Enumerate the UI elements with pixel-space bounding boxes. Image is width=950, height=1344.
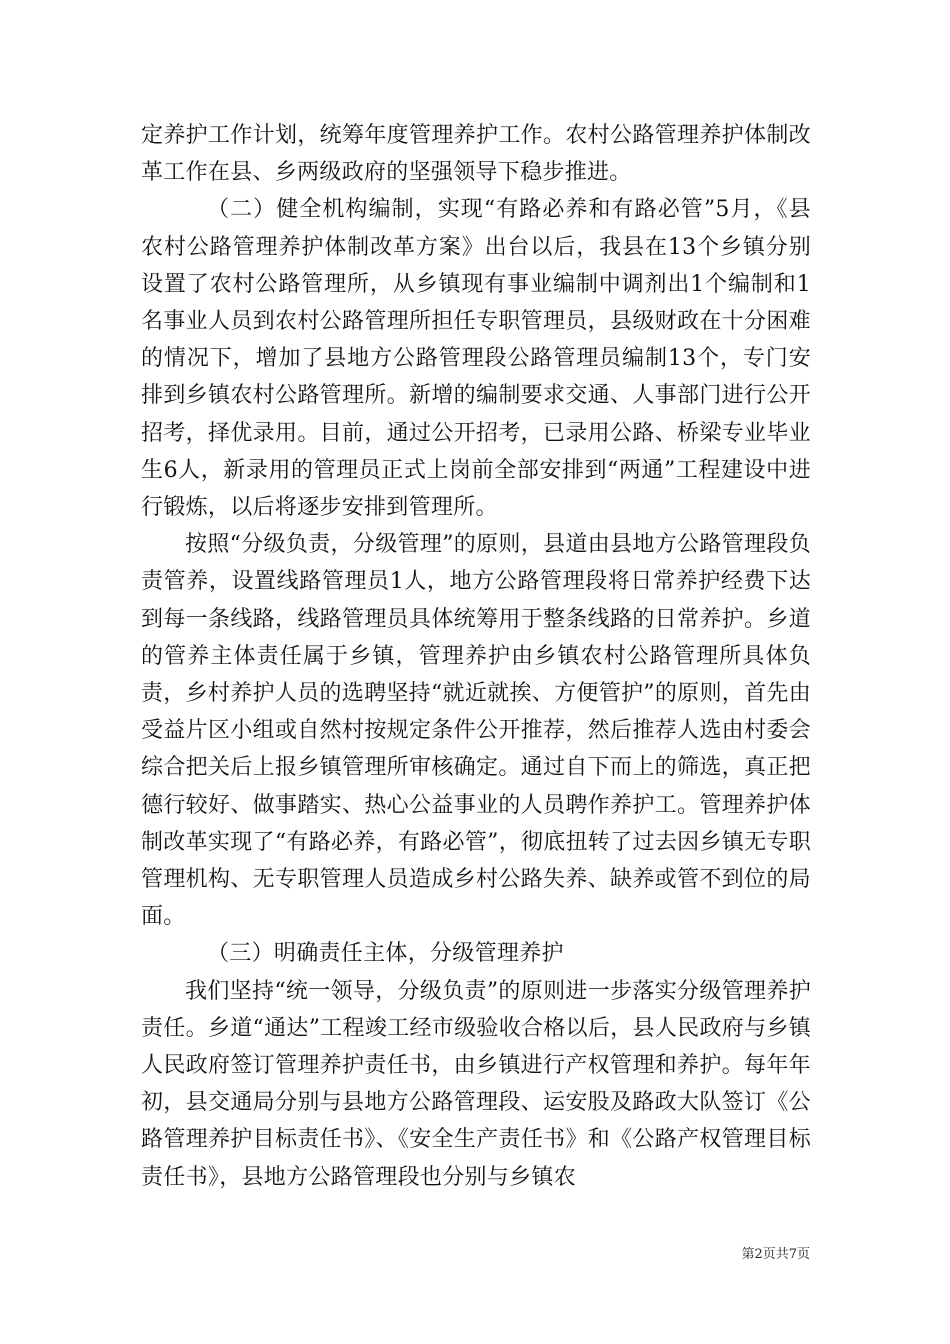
document-body	[141, 117, 811, 1196]
paragraph-grading-management: 按照“分级负责，分级管理”的原则，县道由县地方公路管理段负责管养，设置线路管理员1人，地方公路管理段将日常养护经费下达到每一条线路，线路管理员具体统筹用于整条线路的日常养护。乡道的管养主体责任属于乡镇，管理养护由乡镇农村公路管理所具体负责，乡村养护人员的选聘坚持“就近就挨、方便管护”的原则，首先由受益片区小组或自然村按规定条件公开推荐，然后推荐人选由村委会综合把关后上报乡镇管理所审核确定。通过自下而上的筛选，真正把德行较好、做事踏实、热心公益事业的人员聘作养护工。管理养护体制改革实现了“有路必养，有路必管”，彻底扭转了过去因乡镇无专职管理机构、无专职管理人员造成乡村公路失养、缺养或管不到位的局面。	[141, 532, 811, 930]
section-heading-3: （三）明确责任主体，分级管理养护	[207, 941, 564, 967]
paragraph-continuation: 定养护工作计划，统筹年度管理养护工作。农村公路管理养护体制改革工作在县、乡两级政府的坚强领导下稳步推进。	[141, 123, 811, 186]
page-number: 第2页共7页	[741, 1247, 810, 1262]
paragraph-responsibility: 我们坚持“统一领导，分级负责”的原则进一步落实分级管理养护责任。乡道“通达”工程竣工经市级验收合格以后，县人民政府与乡镇人民政府签订管理养护责任书，由乡镇进行产权管理和养护。每年年初，县交通局分别与县地方公路管理段、运安股及路政大队签订《公路管理养护目标责任书》、《安全生产责任书》和《公路产权管理目标责任书》，县地方公路管理段也分别与乡镇农	[141, 978, 811, 1190]
section-heading-2: （二）健全机构编制，实现“有路必养和有路必管”5月，《县农村公路管理养护体制改革方案》出台以后，我县在13个乡镇分别设置了农村公路管理所，从乡镇现有事业编制中调剂出1个编制和1名事业人员到农村公路管理所担任专职管理员，县级财政在十分困难的情况下，增加了县地方公路管理段公路管理员编制13个，专门安排到乡镇农村公路管理所。新增的编制要求交通、人事部门进行公开招考，择优录用。目前，通过公开招考，已录用公路、桥梁专业毕业生6人，新录用的管理员正式上岗前全部安排到“两通”工程建设中进行锻炼，以后将逐步安排到管理所。	[141, 197, 811, 521]
